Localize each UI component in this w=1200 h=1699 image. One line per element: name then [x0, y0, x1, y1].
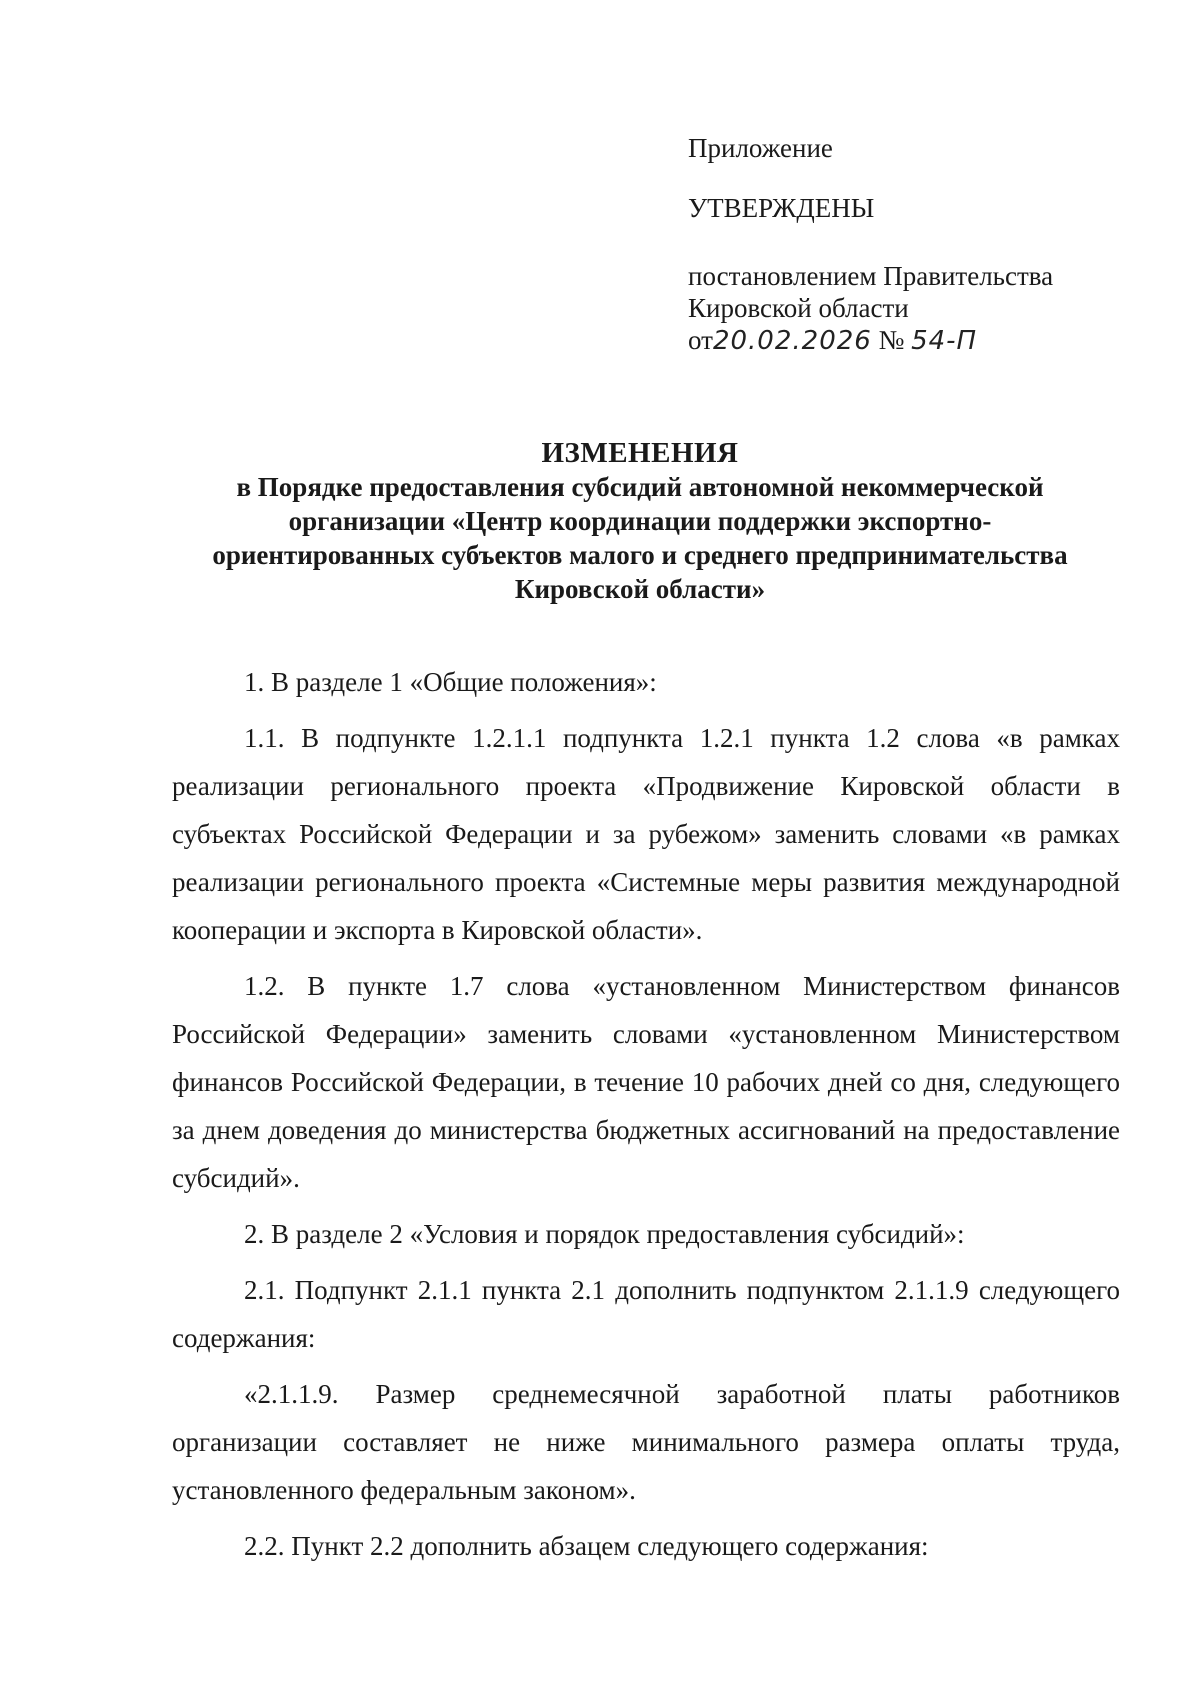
title-main: ИЗМЕНЕНИЯ: [541, 437, 739, 469]
handwritten-date: 20.02.2026: [712, 326, 872, 356]
number-prefix: №: [878, 325, 905, 355]
title-line-4: Кировской области»: [514, 574, 766, 604]
approval-stamp-block: [688, 132, 1148, 357]
paragraph-2-1-1-9: «2.1.1.9. Размер среднемесячной заработной платы работников организации составляет не ниже минимального размера оплаты труда, установленного федеральным законом».: [172, 1379, 1120, 1505]
title-line-2: организации «Центр координации поддержки экспортно-: [288, 506, 992, 536]
document-body: [172, 658, 1120, 1580]
approval-date-line: [688, 324, 1148, 357]
title-line-3: ориентированных субъектов малого и среднего предпринимательства: [212, 540, 1068, 570]
paragraph-1-2: 1.2. В пункте 1.7 слова «установленном Министерством финансов Российской Федерации» заменить словами «установленном Министерством финансов Российской Федерации, в течение 10 рабочих дней со дня, следующего за днем доведения до министерства бюджетных ассигнований на предоставление субсидий».: [172, 971, 1120, 1193]
paragraph-2-1: 2.1. Подпункт 2.1.1 пункта 2.1 дополнить подпунктом 2.1.1.9 следующего содержания:: [172, 1275, 1120, 1353]
approved-by-line2: Кировской области: [688, 293, 909, 323]
approved-by-line1: постановлением Правительства: [688, 261, 1054, 291]
approved-label: УТВЕРЖДЕНЫ: [688, 193, 875, 223]
paragraph-2-2: 2.2. Пункт 2.2 дополнить абзацем следующего содержания:: [244, 1531, 929, 1561]
handwritten-number: 54-П: [911, 326, 978, 356]
title-line-1: в Порядке предоставления субсидий автономной некоммерческой: [236, 472, 1044, 502]
document-title: [160, 436, 1120, 606]
appendix-label: Приложение: [688, 133, 833, 163]
paragraph-2: 2. В разделе 2 «Условия и порядок предоставления субсидий»:: [244, 1219, 965, 1249]
paragraph-1-1: 1.1. В подпункте 1.2.1.1 подпункта 1.2.1 пункта 1.2 слова «в рамках реализации регионального проекта «Продвижение Кировской области в субъектах Российской Федерации и за рубежом» заменить словами «в рамках реализации регионального проекта «Системные меры развития международной кооперации и экспорта в Кировской области».: [172, 723, 1120, 945]
date-prefix: от: [688, 325, 713, 355]
paragraph-1: 1. В разделе 1 «Общие положения»:: [244, 667, 657, 697]
